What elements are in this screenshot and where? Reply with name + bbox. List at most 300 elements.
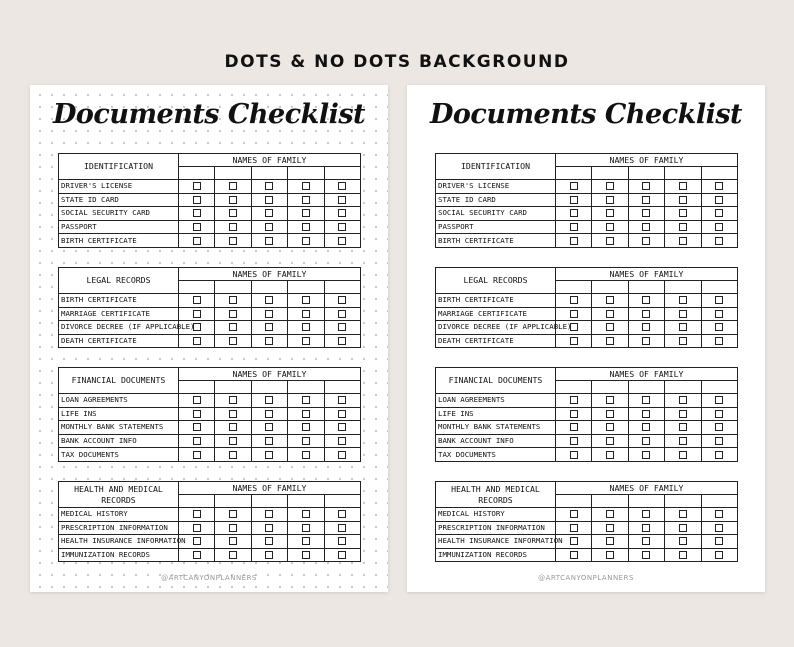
checkbox[interactable] — [606, 323, 614, 331]
item-label: DRIVER'S LICENSE — [436, 180, 556, 194]
checkbox[interactable] — [642, 396, 650, 404]
checkbox[interactable] — [302, 551, 310, 559]
checkbox-cell — [288, 407, 324, 421]
checkbox[interactable] — [229, 537, 237, 545]
checkbox[interactable] — [606, 223, 614, 231]
checkbox[interactable] — [679, 524, 687, 532]
checkbox[interactable] — [606, 296, 614, 304]
checkbox[interactable] — [338, 310, 346, 318]
checkbox[interactable] — [229, 323, 237, 331]
checkbox[interactable] — [570, 423, 578, 431]
checkbox-cell — [556, 434, 592, 448]
checkbox[interactable] — [229, 437, 237, 445]
checkbox-cell — [324, 508, 360, 522]
checkbox[interactable] — [229, 524, 237, 532]
checkbox-cell — [665, 434, 701, 448]
checkbox[interactable] — [302, 237, 310, 245]
checkbox[interactable] — [338, 237, 346, 245]
checkbox[interactable] — [338, 551, 346, 559]
checkbox[interactable] — [265, 196, 273, 204]
checkbox[interactable] — [679, 296, 687, 304]
section-title: HEALTH AND MEDICAL RECORDS — [59, 482, 179, 508]
checkbox-cell — [215, 207, 251, 221]
checkbox-cell — [628, 434, 664, 448]
family-name-cell[interactable] — [556, 495, 592, 508]
checkbox[interactable] — [715, 451, 723, 459]
checkbox[interactable] — [642, 182, 650, 190]
checkbox-cell — [701, 307, 737, 321]
checkbox-cell — [628, 407, 664, 421]
checkbox-cell — [251, 334, 287, 348]
checkbox[interactable] — [265, 296, 273, 304]
checkbox[interactable] — [642, 537, 650, 545]
checkbox[interactable] — [715, 437, 723, 445]
family-name-cell[interactable] — [628, 495, 664, 508]
checkbox[interactable] — [642, 524, 650, 532]
checkbox[interactable] — [338, 296, 346, 304]
checkbox[interactable] — [229, 296, 237, 304]
checkbox-cell — [179, 521, 215, 535]
checkbox-cell — [665, 294, 701, 308]
checkbox-cell — [556, 421, 592, 435]
checkbox-cell — [324, 321, 360, 335]
checkbox[interactable] — [229, 223, 237, 231]
checkbox[interactable] — [570, 296, 578, 304]
checkbox[interactable] — [338, 323, 346, 331]
checkbox-cell — [251, 394, 287, 408]
checkbox-cell — [628, 220, 664, 234]
checkbox[interactable] — [570, 537, 578, 545]
checkbox[interactable] — [193, 410, 201, 418]
checkbox[interactable] — [606, 423, 614, 431]
checkbox[interactable] — [229, 423, 237, 431]
checkbox[interactable] — [642, 296, 650, 304]
checkbox-cell — [288, 394, 324, 408]
checkbox[interactable] — [302, 423, 310, 431]
family-name-cell[interactable] — [628, 167, 664, 180]
table-row — [59, 421, 361, 435]
checkbox[interactable] — [570, 310, 578, 318]
family-name-cell[interactable] — [251, 281, 287, 294]
family-name-cell[interactable] — [324, 167, 360, 180]
checkbox[interactable] — [715, 209, 723, 217]
table-row — [436, 421, 738, 435]
checkbox-cell — [215, 548, 251, 562]
checkbox-cell — [665, 448, 701, 462]
checkbox-cell — [556, 234, 592, 248]
family-name-cell[interactable] — [215, 281, 251, 294]
checkbox[interactable] — [229, 396, 237, 404]
family-name-cell[interactable] — [701, 281, 737, 294]
checkbox[interactable] — [302, 223, 310, 231]
checkbox[interactable] — [193, 223, 201, 231]
checkbox[interactable] — [265, 510, 273, 518]
checkbox[interactable] — [229, 196, 237, 204]
checkbox[interactable] — [193, 209, 201, 217]
checkbox[interactable] — [606, 537, 614, 545]
checkbox-cell — [324, 535, 360, 549]
checkbox[interactable] — [265, 209, 273, 217]
checkbox[interactable] — [338, 423, 346, 431]
checkbox[interactable] — [642, 237, 650, 245]
checkbox[interactable] — [570, 223, 578, 231]
checklist-table — [435, 367, 738, 462]
checkbox[interactable] — [193, 296, 201, 304]
checkbox-cell — [701, 234, 737, 248]
item-label: BANK ACCOUNT INFO — [59, 434, 179, 448]
checkbox[interactable] — [302, 537, 310, 545]
family-name-cell[interactable] — [665, 381, 701, 394]
family-name-cell[interactable] — [179, 167, 215, 180]
checkbox[interactable] — [265, 437, 273, 445]
checkbox[interactable] — [229, 410, 237, 418]
family-name-cell[interactable] — [701, 495, 737, 508]
checkbox[interactable] — [679, 423, 687, 431]
checkbox[interactable] — [715, 310, 723, 318]
checkbox[interactable] — [193, 337, 201, 345]
checkbox[interactable] — [338, 510, 346, 518]
checkbox[interactable] — [302, 323, 310, 331]
family-name-cell[interactable] — [592, 281, 628, 294]
family-name-cell[interactable] — [288, 281, 324, 294]
checkbox[interactable] — [570, 451, 578, 459]
checkbox[interactable] — [642, 337, 650, 345]
item-label: TAX DOCUMENTS — [59, 448, 179, 462]
checkbox-cell — [288, 321, 324, 335]
checkbox-cell — [628, 521, 664, 535]
checkbox[interactable] — [606, 510, 614, 518]
checkbox-cell — [701, 407, 737, 421]
checkbox[interactable] — [679, 437, 687, 445]
checkbox[interactable] — [229, 209, 237, 217]
checkbox-cell — [215, 508, 251, 522]
checkbox-cell — [665, 234, 701, 248]
checkbox[interactable] — [606, 196, 614, 204]
checkbox[interactable] — [338, 223, 346, 231]
checkbox-cell — [592, 334, 628, 348]
checkbox[interactable] — [679, 451, 687, 459]
checkbox[interactable] — [570, 209, 578, 217]
checklist-table — [58, 153, 361, 248]
checkbox-cell — [215, 220, 251, 234]
checkbox-cell — [665, 307, 701, 321]
checkbox[interactable] — [302, 437, 310, 445]
checkbox-cell — [665, 394, 701, 408]
checklist-table — [435, 153, 738, 248]
checkbox[interactable] — [338, 410, 346, 418]
checkbox-cell — [701, 193, 737, 207]
checkbox[interactable] — [679, 323, 687, 331]
checkbox[interactable] — [302, 182, 310, 190]
item-label: DIVORCE DECREE (IF APPLICABLE) — [436, 321, 556, 335]
checkbox[interactable] — [193, 423, 201, 431]
item-label: HEALTH INSURANCE INFORMATION — [59, 535, 179, 549]
checkbox[interactable] — [229, 237, 237, 245]
names-of-family-label: NAMES OF FAMILY — [556, 154, 738, 167]
family-name-cell[interactable] — [592, 495, 628, 508]
checkbox[interactable] — [642, 410, 650, 418]
checkbox[interactable] — [570, 551, 578, 559]
checkbox[interactable] — [229, 337, 237, 345]
checkbox[interactable] — [606, 209, 614, 217]
family-name-cell[interactable] — [665, 495, 701, 508]
checkbox[interactable] — [302, 510, 310, 518]
checkbox[interactable] — [229, 510, 237, 518]
checkbox[interactable] — [679, 209, 687, 217]
family-name-cell[interactable] — [179, 281, 215, 294]
checkbox-cell — [251, 535, 287, 549]
family-name-cell[interactable] — [628, 381, 664, 394]
family-name-cell[interactable] — [324, 381, 360, 394]
checkbox[interactable] — [302, 410, 310, 418]
checkbox[interactable] — [570, 396, 578, 404]
checkbox[interactable] — [606, 551, 614, 559]
checkbox[interactable] — [715, 423, 723, 431]
table-row — [59, 180, 361, 194]
checkbox[interactable] — [570, 510, 578, 518]
family-name-cell[interactable] — [251, 167, 287, 180]
checkbox[interactable] — [642, 223, 650, 231]
checkbox-cell — [701, 321, 737, 335]
checkbox[interactable] — [715, 337, 723, 345]
checkbox[interactable] — [193, 524, 201, 532]
checkbox[interactable] — [570, 182, 578, 190]
checkbox[interactable] — [570, 524, 578, 532]
checkbox[interactable] — [679, 337, 687, 345]
checkbox[interactable] — [679, 237, 687, 245]
checkbox[interactable] — [606, 410, 614, 418]
checkbox[interactable] — [302, 451, 310, 459]
checkbox[interactable] — [265, 310, 273, 318]
family-name-cell[interactable] — [701, 167, 737, 180]
family-name-cell[interactable] — [324, 281, 360, 294]
family-name-cell[interactable] — [628, 281, 664, 294]
checkbox[interactable] — [715, 551, 723, 559]
checkbox-cell — [288, 294, 324, 308]
checkbox[interactable] — [338, 537, 346, 545]
item-label: BIRTH CERTIFICATE — [59, 294, 179, 308]
family-name-cell[interactable] — [665, 281, 701, 294]
checkbox[interactable] — [193, 310, 201, 318]
checkbox[interactable] — [715, 223, 723, 231]
family-name-cell[interactable] — [701, 381, 737, 394]
family-name-cell[interactable] — [556, 381, 592, 394]
checkbox[interactable] — [193, 396, 201, 404]
checkbox[interactable] — [642, 323, 650, 331]
checkbox[interactable] — [642, 310, 650, 318]
checkbox[interactable] — [338, 182, 346, 190]
checkbox[interactable] — [265, 182, 273, 190]
checkbox[interactable] — [570, 437, 578, 445]
checkbox[interactable] — [302, 524, 310, 532]
checkbox[interactable] — [229, 310, 237, 318]
family-name-cell[interactable] — [288, 381, 324, 394]
checkbox[interactable] — [338, 451, 346, 459]
checkbox[interactable] — [715, 396, 723, 404]
checkbox[interactable] — [606, 524, 614, 532]
family-name-cell[interactable] — [556, 167, 592, 180]
checkbox-cell — [701, 434, 737, 448]
checkbox[interactable] — [570, 196, 578, 204]
checkbox[interactable] — [229, 551, 237, 559]
item-label: BIRTH CERTIFICATE — [59, 234, 179, 248]
checkbox-cell — [179, 307, 215, 321]
checkbox[interactable] — [679, 410, 687, 418]
checkbox[interactable] — [265, 524, 273, 532]
checkbox-cell — [179, 334, 215, 348]
checkbox-cell — [288, 421, 324, 435]
checkbox-cell — [592, 421, 628, 435]
checkbox[interactable] — [229, 451, 237, 459]
checkbox[interactable] — [606, 237, 614, 245]
checkbox[interactable] — [606, 310, 614, 318]
checkbox[interactable] — [265, 223, 273, 231]
checkbox[interactable] — [679, 223, 687, 231]
checkbox[interactable] — [265, 396, 273, 404]
checkbox[interactable] — [302, 396, 310, 404]
family-name-cell[interactable] — [592, 381, 628, 394]
checkbox[interactable] — [570, 323, 578, 331]
family-name-cell[interactable] — [179, 495, 215, 508]
family-name-cell[interactable] — [324, 495, 360, 508]
checkbox[interactable] — [265, 337, 273, 345]
credit-text: @ARTCANYONPLANNERS — [161, 574, 257, 582]
checkbox[interactable] — [679, 310, 687, 318]
checkbox[interactable] — [338, 396, 346, 404]
checkbox[interactable] — [265, 551, 273, 559]
checkbox[interactable] — [229, 182, 237, 190]
checkbox[interactable] — [679, 510, 687, 518]
checkbox[interactable] — [338, 209, 346, 217]
checkbox[interactable] — [715, 537, 723, 545]
checkbox[interactable] — [338, 337, 346, 345]
checkbox[interactable] — [338, 524, 346, 532]
checkbox[interactable] — [679, 196, 687, 204]
checkbox[interactable] — [679, 182, 687, 190]
checkbox[interactable] — [606, 182, 614, 190]
checkbox[interactable] — [606, 437, 614, 445]
checkbox[interactable] — [302, 337, 310, 345]
checkbox-cell — [592, 448, 628, 462]
checkbox-cell — [556, 180, 592, 194]
checkbox[interactable] — [338, 437, 346, 445]
family-name-cell[interactable] — [251, 381, 287, 394]
checkbox-cell — [556, 508, 592, 522]
checkbox[interactable] — [302, 310, 310, 318]
checkbox-cell — [324, 548, 360, 562]
checkbox[interactable] — [606, 451, 614, 459]
checkbox-cell — [324, 180, 360, 194]
checkbox[interactable] — [193, 537, 201, 545]
checkbox[interactable] — [193, 182, 201, 190]
family-name-cell[interactable] — [288, 167, 324, 180]
checkbox[interactable] — [715, 410, 723, 418]
checkbox[interactable] — [265, 237, 273, 245]
checkbox[interactable] — [265, 410, 273, 418]
checkbox[interactable] — [642, 551, 650, 559]
checkbox[interactable] — [193, 196, 201, 204]
checkbox[interactable] — [606, 396, 614, 404]
checkbox-cell — [179, 234, 215, 248]
family-name-cell[interactable] — [288, 495, 324, 508]
family-name-cell[interactable] — [215, 495, 251, 508]
checkbox[interactable] — [715, 296, 723, 304]
checkbox[interactable] — [715, 510, 723, 518]
checkbox[interactable] — [642, 437, 650, 445]
checkbox[interactable] — [642, 451, 650, 459]
checkbox-cell — [628, 535, 664, 549]
checkbox[interactable] — [265, 323, 273, 331]
checkbox[interactable] — [338, 196, 346, 204]
family-name-cell[interactable] — [556, 281, 592, 294]
checkbox[interactable] — [679, 396, 687, 404]
checkbox[interactable] — [715, 196, 723, 204]
checkbox[interactable] — [302, 196, 310, 204]
checkbox-cell — [665, 421, 701, 435]
checkbox-cell — [665, 180, 701, 194]
checkbox[interactable] — [265, 451, 273, 459]
checkbox[interactable] — [302, 209, 310, 217]
family-name-cell[interactable] — [251, 495, 287, 508]
checkbox[interactable] — [265, 537, 273, 545]
checkbox[interactable] — [642, 196, 650, 204]
checkbox-cell — [179, 508, 215, 522]
checkbox[interactable] — [642, 423, 650, 431]
checkbox-cell — [215, 521, 251, 535]
checkbox[interactable] — [715, 323, 723, 331]
checkbox-cell — [251, 508, 287, 522]
checkbox[interactable] — [193, 510, 201, 518]
table-row — [436, 294, 738, 308]
checkbox[interactable] — [642, 209, 650, 217]
checkbox-cell — [628, 448, 664, 462]
table-row — [436, 180, 738, 194]
family-name-cell[interactable] — [215, 167, 251, 180]
section-title: LEGAL RECORDS — [59, 268, 179, 294]
checkbox[interactable] — [606, 337, 614, 345]
checkbox-cell — [215, 321, 251, 335]
checkbox[interactable] — [193, 437, 201, 445]
checkbox[interactable] — [570, 337, 578, 345]
item-label: DEATH CERTIFICATE — [59, 334, 179, 348]
checkbox[interactable] — [715, 524, 723, 532]
checkbox-cell — [251, 407, 287, 421]
checkbox[interactable] — [193, 323, 201, 331]
checkbox[interactable] — [193, 451, 201, 459]
family-name-cell[interactable] — [215, 381, 251, 394]
item-label: TAX DOCUMENTS — [436, 448, 556, 462]
checkbox[interactable] — [302, 296, 310, 304]
checkbox[interactable] — [265, 423, 273, 431]
family-name-cell[interactable] — [665, 167, 701, 180]
family-name-cell[interactable] — [592, 167, 628, 180]
section-legal-records — [58, 267, 361, 348]
checkbox[interactable] — [715, 237, 723, 245]
checkbox[interactable] — [193, 237, 201, 245]
checkbox-cell — [324, 521, 360, 535]
checkbox[interactable] — [570, 410, 578, 418]
checkbox[interactable] — [715, 182, 723, 190]
checkbox[interactable] — [642, 510, 650, 518]
checkbox[interactable] — [193, 551, 201, 559]
table-row — [436, 521, 738, 535]
checkbox[interactable] — [679, 551, 687, 559]
checkbox[interactable] — [570, 237, 578, 245]
family-name-cell[interactable] — [179, 381, 215, 394]
checkbox-cell — [592, 220, 628, 234]
checkbox[interactable] — [679, 537, 687, 545]
item-label: MARRIAGE CERTIFICATE — [436, 307, 556, 321]
